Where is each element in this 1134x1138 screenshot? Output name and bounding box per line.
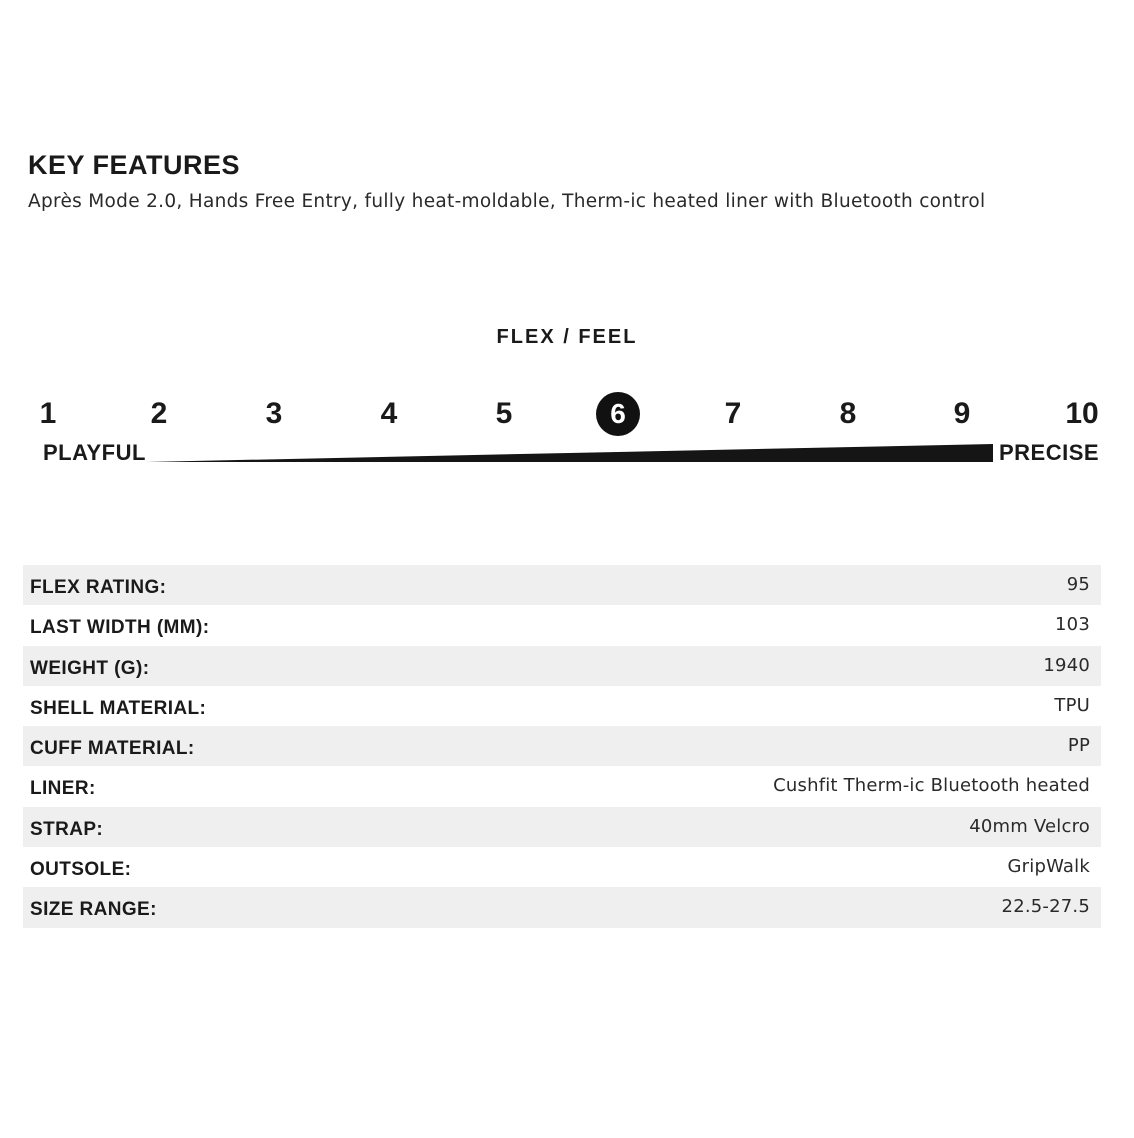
flex-scale-number: 3: [265, 397, 283, 430]
key-features-title: KEY FEATURES: [28, 150, 241, 180]
flex-scale-number: 4: [380, 397, 398, 430]
spec-row: [23, 807, 1101, 847]
spec-row: [23, 565, 1101, 605]
spec-row: [23, 605, 1101, 645]
spec-row: [23, 726, 1101, 766]
specs-table: [23, 565, 1101, 928]
spec-label: LAST WIDTH (MM):: [30, 617, 210, 639]
spec-label: SHELL MATERIAL:: [30, 697, 207, 719]
flex-scale-number: 5: [495, 397, 513, 430]
spec-value: 1940: [1043, 654, 1090, 676]
flex-scale-selected: 6: [596, 392, 640, 436]
flex-scale-number: 7: [724, 397, 742, 430]
flex-scale-number: 8: [839, 397, 857, 430]
spec-value: 40mm Velcro: [969, 815, 1090, 837]
spec-label: FLEX RATING:: [30, 577, 167, 598]
spec-value: 95: [1066, 574, 1090, 595]
flex-scale-number: 9: [953, 397, 971, 430]
key-features-text: Après Mode 2.0, Hands Free Entry, fully heat-moldable, Therm-ic heated liner with Bluetooth control: [28, 191, 986, 212]
spec-value: 22.5-27.5: [1001, 896, 1090, 918]
spec-row: [23, 766, 1101, 806]
flex-scale-number: 1: [39, 397, 57, 430]
spec-label: LINER:: [30, 778, 96, 800]
spec-value: TPU: [1054, 694, 1090, 716]
flex-feel-title: FLEX / FEEL: [496, 326, 638, 348]
spec-row: [23, 686, 1101, 726]
flex-scale-number: 2: [150, 397, 168, 430]
spec-label: STRAP:: [30, 818, 104, 840]
spec-label: OUTSOLE:: [30, 859, 132, 881]
spec-value: Cushfit Therm-ic Bluetooth heated: [773, 775, 1090, 797]
playful-label: PLAYFUL: [43, 440, 146, 465]
spec-row: [23, 847, 1101, 887]
flex-scale: [0, 392, 1134, 436]
flex-scale-number: 10: [1065, 397, 1099, 430]
spec-value: 103: [1055, 614, 1090, 636]
spec-label: WEIGHT (G):: [30, 657, 150, 679]
spec-label: SIZE RANGE:: [30, 899, 157, 921]
precise-label: PRECISE: [999, 440, 1100, 465]
spec-label: CUFF MATERIAL:: [30, 738, 195, 760]
spec-value: PP: [1067, 735, 1090, 757]
spec-row: [23, 887, 1101, 927]
spec-row: [23, 646, 1101, 686]
spec-value: GripWalk: [1007, 856, 1090, 878]
